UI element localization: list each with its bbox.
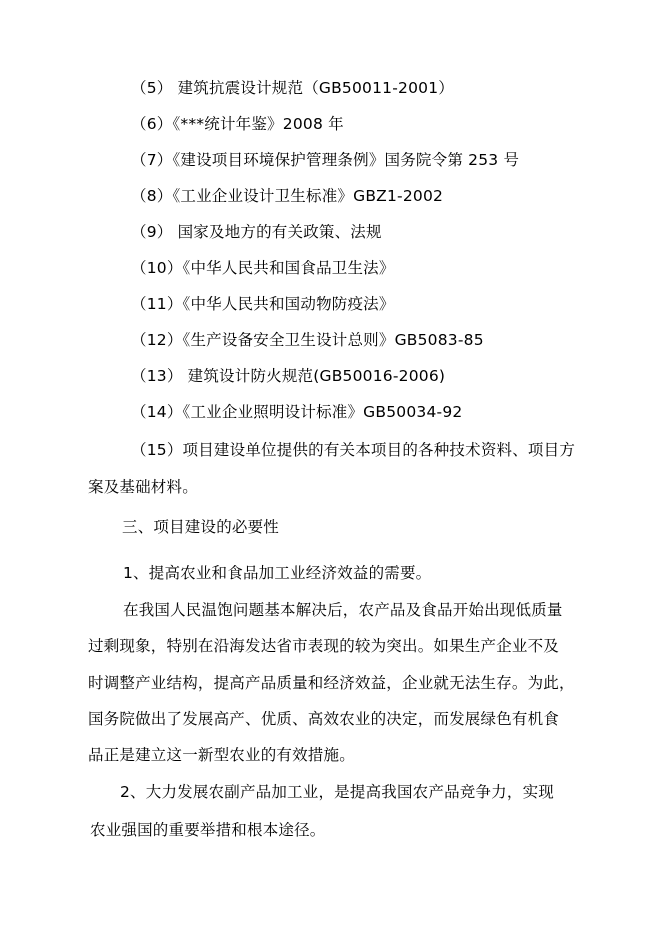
point-1-heading: 1、提高农业和食品加工业经济效益的需要。 [123, 564, 432, 582]
reference-item-12: （12）《生产设备安全卫生设计总则》GB5083-85 [131, 331, 484, 349]
point-1-paragraph-line: 国务院做出了发展高产、优质、高效农业的决定，而发展绿色有机食 [88, 710, 560, 728]
point-2-heading-continued: 农业强国的重要举措和根本途径。 [90, 821, 326, 839]
reference-item-9: （9） 国家及地方的有关政策、法规 [131, 223, 382, 241]
reference-item-11: （11）《中华人民共和国动物防疫法》 [131, 295, 395, 313]
reference-item-5: （5） 建筑抗震设计规范（GB50011-2001） [131, 79, 454, 97]
reference-item-7: （7）《建设项目环境保护管理条例》国务院令第 253 号 [131, 151, 520, 169]
point-1-paragraph-line: 在我国人民温饱问题基本解决后，农产品及食品开始出现低质量 [123, 601, 563, 619]
reference-item-6: （6）《***统计年鉴》2008 年 [131, 115, 344, 133]
reference-item-14: （14）《工业企业照明设计标准》GB50034-92 [131, 403, 463, 421]
reference-item-13: （13） 建筑设计防火规范(GB50016-2006) [131, 367, 446, 385]
section-heading: 三、项目建设的必要性 [122, 518, 280, 536]
reference-item-8: （8）《工业企业设计卫生标准》GBZ1-2002 [131, 187, 444, 205]
point-1-paragraph-line: 时调整产业结构，提高产品质量和经济效益，企业就无法生存。为此， [88, 674, 575, 692]
point-1-paragraph-line: 过剩现象，特别在沿海发达省市表现的较为突出。如果生产企业不及 [88, 637, 560, 655]
reference-item-15: （15）项目建设单位提供的有关本项目的各种技术资料、项目方 [131, 441, 576, 459]
reference-item-15-continued: 案及基础材料。 [88, 478, 198, 496]
point-1-paragraph-line: 品正是建立这一新型农业的有效措施。 [88, 746, 355, 764]
point-2-heading: 2、大力发展农副产品加工业，是提高我国农产品竞争力，实现 [120, 783, 554, 801]
reference-item-10: （10）《中华人民共和国食品卫生法》 [131, 259, 395, 277]
